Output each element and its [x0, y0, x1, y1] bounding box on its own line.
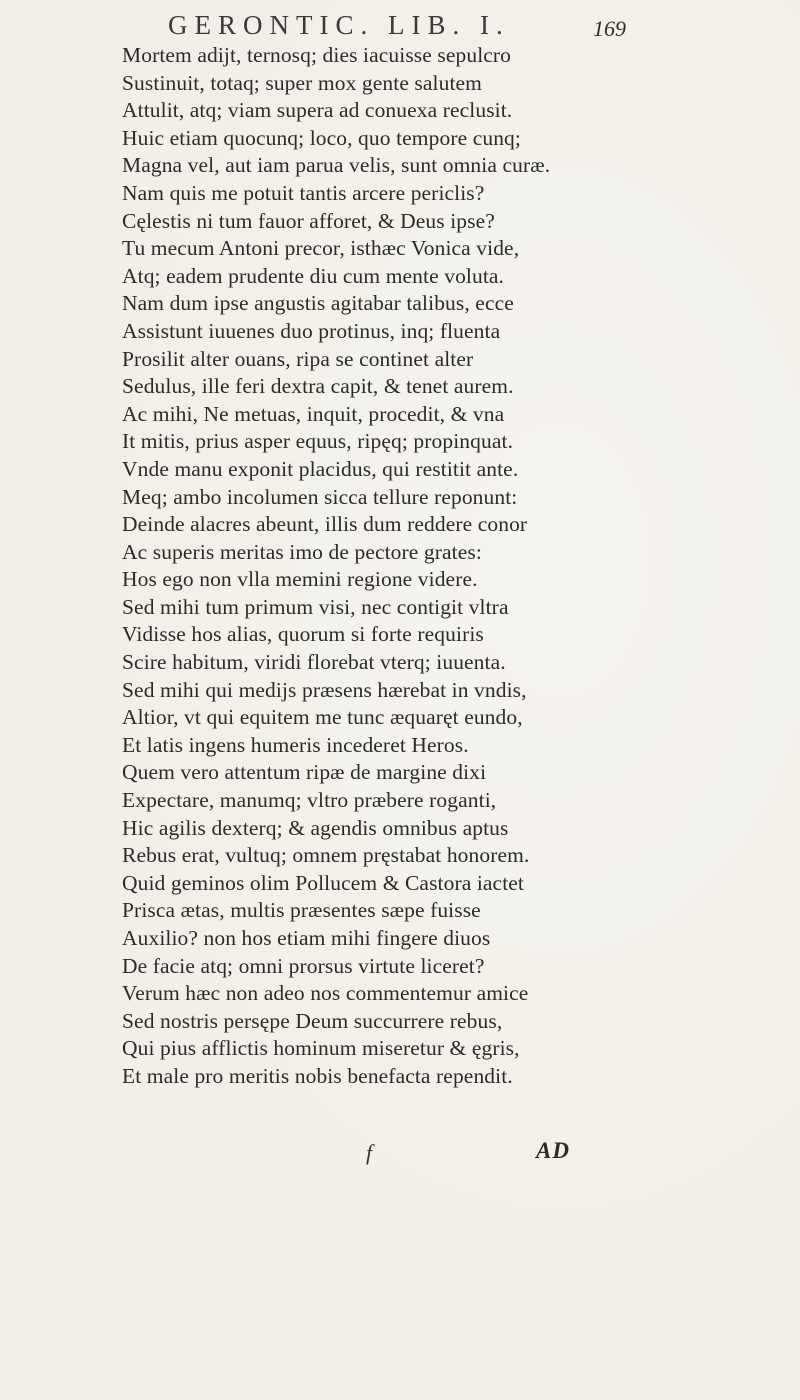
verse-line: Sed mihi qui medijs præsens hærebat in vndis, [122, 677, 527, 702]
verse-line: Hic agilis dexterq; & agendis omnibus aptus [122, 815, 509, 840]
verse-line: Hos ego non vlla memini regione videre. [122, 567, 478, 592]
verse-line: It mitis, prius asper equus, ripęq; propinquat. [122, 429, 514, 454]
verse-line: Meq; ambo incolumen sicca tellure reponunt: [122, 484, 518, 509]
verse-line: Atq; eadem prudente diu cum mente voluta. [122, 263, 505, 288]
verse-line: Auxilio? non hos etiam mihi fingere diuos [122, 926, 491, 950]
verse-line: Ac mihi, Ne metuas, inquit, procedit, & vna [122, 401, 505, 426]
verse-line: Altior, vt qui equitem me tunc æquaręt eundo, [122, 705, 523, 730]
verse-line: Quid geminos olim Pollucem & Castora iactet [122, 870, 524, 895]
verse-line: Sed mihi tum primum visi, nec contigit vltra [122, 594, 509, 619]
verse-line: Mortem adijt, ternosq; dies iacuisse sepulcro [122, 43, 512, 67]
verse-line: Prisca ætas, multis præsentes sæpe fuisse [122, 898, 481, 923]
verse-line: Qui pius afflictis hominum miseretur & ęgris, [122, 1036, 520, 1061]
verse-line: Rebus erat, vultuq; omnem pręstabat honorem. [122, 843, 530, 868]
verse-line: Nam dum ipse angustis agitabar talibus, ecce [122, 291, 514, 316]
verse-line: Huic etiam quocunq; loco, quo tempore cunq; [122, 125, 521, 150]
page-footer [0, 1140, 800, 1180]
verse-line: De facie atq; omni prorsus virtute liceret? [122, 953, 485, 978]
verse-line: Tu mecum Antoni precor, isthæc Vonica vide, [122, 236, 520, 261]
verse-line: Sustinuit, totaq; super mox gente salutem [122, 70, 483, 95]
verse-line: Et latis ingens humeris incederet Heros. [122, 732, 469, 757]
verse-line: Scire habitum, viridi florebat vterq; iuuenta. [122, 650, 506, 675]
verse-line: Vidisse hos alias, quorum si forte requiris [122, 622, 484, 647]
verse-line: Quem vero attentum ripæ de margine dixi [122, 760, 487, 785]
page-number: 169 [593, 16, 626, 41]
verse-line: Vnde manu exponit placidus, qui restitit ante. [122, 456, 519, 481]
verse-line: Et male pro meritis nobis benefacta rependit. [122, 1063, 513, 1088]
verse-line: Attulit, atq; viam supera ad conuexa reclusit. [122, 98, 513, 123]
verse-line: Nam quis me potuit tantis arcere periclis? [122, 180, 485, 205]
running-head: GERONTIC. LIB. I. [168, 10, 510, 40]
verse-line: Magna vel, aut iam parua velis, sunt omnia curæ. [122, 153, 551, 178]
verse-line: Ac superis meritas imo de pectore grates: [122, 539, 482, 564]
verse-line: Deinde alacres abeunt, illis dum reddere conor [122, 512, 528, 537]
verse-line: Sed nostris persępe Deum succurrere rebus, [122, 1008, 503, 1033]
verse-line: Verum hæc non adeo nos commentemur amice [122, 981, 529, 1006]
catchword: AD [536, 1138, 570, 1163]
verse-line: Sedulus, ille feri dextra capit, & tenet aurem. [122, 374, 514, 399]
verse-block [122, 42, 682, 1091]
page-header [168, 10, 728, 42]
verse-line: Cęlestis ni tum fauor afforet, & Deus ipse? [122, 208, 495, 233]
verse-line: Expectare, manumq; vltro præbere roganti, [122, 788, 497, 813]
verse-line: Assistunt iuuenes duo protinus, inq; fluenta [122, 318, 501, 343]
verse-line: Prosilit alter ouans, ripa se continet alter [122, 346, 474, 371]
signature-mark: f [366, 1140, 373, 1165]
